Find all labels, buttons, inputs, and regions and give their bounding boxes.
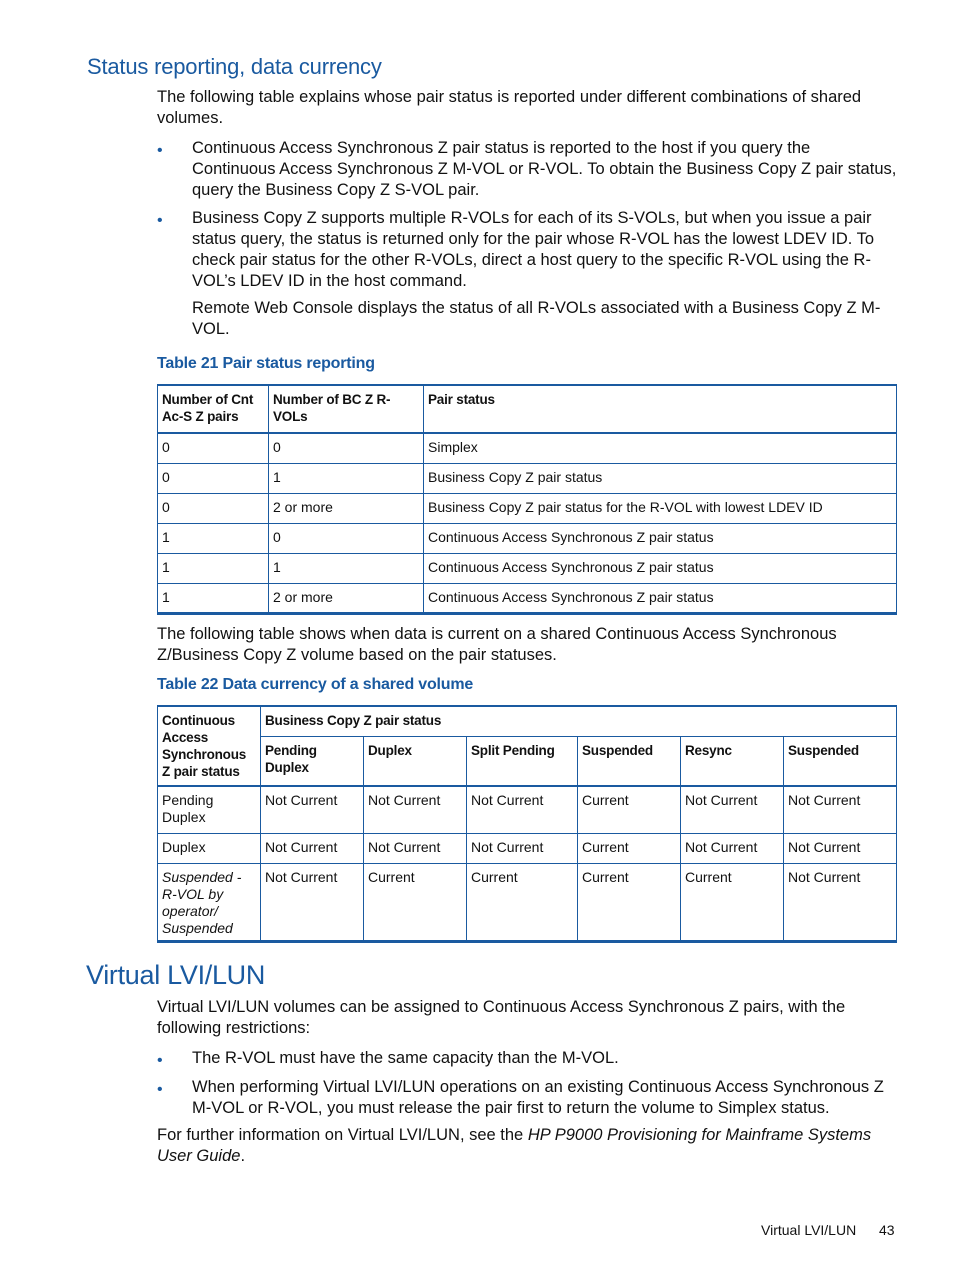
table22-caption: Table 22 Data currency of a shared volume (157, 676, 474, 693)
table-cell: Not Current (467, 833, 578, 863)
table-cell: Not Current (261, 833, 364, 863)
table-cell: Current (578, 863, 681, 941)
table-cell: Current (467, 863, 578, 941)
table-cell: 2 or more (269, 493, 424, 523)
table-cell: 0 (158, 493, 269, 523)
table-cell: 0 (158, 433, 269, 463)
table-cell: Not Current (467, 786, 578, 833)
table-header-cell: Duplex (364, 736, 467, 786)
further-info (157, 1125, 897, 1167)
bullet-icon: • (157, 212, 163, 229)
table-row (158, 786, 897, 833)
table-cell: 1 (269, 463, 424, 493)
table-cell: Not Current (784, 786, 897, 833)
table-header-cell: Pending Duplex (261, 736, 364, 786)
table-cell: 1 (158, 583, 269, 613)
table-subheader-row (158, 736, 897, 786)
section2-bullet-1: The R-VOL must have the same capacity than the M-VOL. (192, 1049, 619, 1067)
further-info-suffix: . (240, 1147, 246, 1165)
table-header-row (158, 706, 897, 736)
section-title-virtual-lvi-lun: Virtual LVI/LUN (86, 960, 266, 990)
table-cell: Current (578, 786, 681, 833)
table-row (158, 493, 897, 523)
table-row (158, 553, 897, 583)
table-header-row (158, 385, 897, 433)
table-header-cell: Number of Cnt Ac-S Z pairs (158, 385, 269, 433)
table-cell: Current (681, 863, 784, 941)
table-cell: 0 (269, 433, 424, 463)
table-row (158, 863, 897, 941)
table-data-currency (157, 705, 897, 943)
table-row (158, 433, 897, 463)
table-pair-status-reporting (157, 384, 897, 615)
footer-page-number: 43 (879, 1222, 895, 1238)
bullet-icon: • (157, 1052, 163, 1069)
section1-bullet-2: Business Copy Z supports multiple R-VOLs for each of its S-VOLs, but when you issue a pair status query, the status is returned only for the pair whose R-VOL has the lowest LDEV ID. To check pair status for the other R-VOLs, direct a host query to the specific R-VOL using the R-VOL’s LDEV ID in the host command. (192, 209, 875, 290)
table-cell: Not Current (261, 863, 364, 941)
table21-caption: Table 21 Pair status reporting (157, 355, 375, 372)
table-cell: 1 (269, 553, 424, 583)
section-title-status-reporting: Status reporting, data currency (87, 54, 382, 79)
table-cell: Not Current (364, 833, 467, 863)
table-row (158, 833, 897, 863)
section2-intro: Virtual LVI/LUN volumes can be assigned to Continuous Access Synchronous Z pairs, with the following restrictions: (157, 998, 846, 1037)
table-header-cell: Pair status (424, 385, 897, 433)
table-cell: Continuous Access Synchronous Z pair status (424, 523, 897, 553)
table-cell: 2 or more (269, 583, 424, 613)
table-cell: 0 (269, 523, 424, 553)
table-cell: Not Current (681, 833, 784, 863)
further-info-prefix: For further information on Virtual LVI/LUN, see the (157, 1126, 528, 1144)
table-header-cell: Suspended (578, 736, 681, 786)
table-cell: Business Copy Z pair status for the R-VOL with lowest LDEV ID (424, 493, 897, 523)
guide-title: HP P9000 Provisioning for Mainframe Systems User Guide (157, 1126, 872, 1165)
footer-section-name: Virtual LVI/LUN (761, 1222, 857, 1238)
table-header-cell: Suspended (784, 736, 897, 786)
table-row-label: Suspended -R-VOL by operator/ Suspended (158, 863, 261, 941)
section1-bullet-followup: Remote Web Console displays the status of all R-VOLs associated with a Business Copy Z M-VOL. (192, 299, 881, 338)
table-corner-header: Continuous Access Synchronous Z pair status (158, 706, 261, 786)
table-row (158, 523, 897, 553)
between-text: The following table shows when data is current on a shared Continuous Access Synchronous Z/Business Copy Z volume based on the pair statuses. (157, 625, 837, 664)
table-cell: Not Current (261, 786, 364, 833)
table-group-header: Business Copy Z pair status (261, 706, 897, 736)
bullet-icon: • (157, 142, 163, 159)
table-cell: Continuous Access Synchronous Z pair status (424, 583, 897, 613)
table-cell: Current (578, 833, 681, 863)
table-cell: 1 (158, 523, 269, 553)
table-cell: Not Current (784, 863, 897, 941)
section1-intro: The following table explains whose pair status is reported under different combinations of shared volumes. (157, 88, 862, 127)
table-cell: Not Current (364, 786, 467, 833)
table-row (158, 583, 897, 613)
table-row (158, 463, 897, 493)
table-row-label: Duplex (158, 833, 261, 863)
table-cell: Business Copy Z pair status (424, 463, 897, 493)
table-cell: Not Current (784, 833, 897, 863)
table-row-label: Pending Duplex (158, 786, 261, 833)
table-cell: Continuous Access Synchronous Z pair status (424, 553, 897, 583)
table-cell: Not Current (681, 786, 784, 833)
table-cell: Current (364, 863, 467, 941)
table-cell: 1 (158, 553, 269, 583)
bullet-icon: • (157, 1081, 163, 1098)
table-header-cell: Number of BC Z R-VOLs (269, 385, 424, 433)
table-header-cell: Split Pending (467, 736, 578, 786)
section2-bullet-2: When performing Virtual LVI/LUN operations on an existing Continuous Access Synchronous Z M-VOL or R-VOL, you must release the pair first to return the volume to Simplex status. (192, 1078, 884, 1117)
table-cell: 0 (158, 463, 269, 493)
section1-bullet-1: Continuous Access Synchronous Z pair status is reported to the host if you query the Continuous Access Synchronous Z M-VOL or R-VOL. To obtain the Business Copy Z pair status, query the Business Copy Z S-VOL pair. (192, 139, 897, 199)
table-header-cell: Resync (681, 736, 784, 786)
table-cell: Simplex (424, 433, 897, 463)
